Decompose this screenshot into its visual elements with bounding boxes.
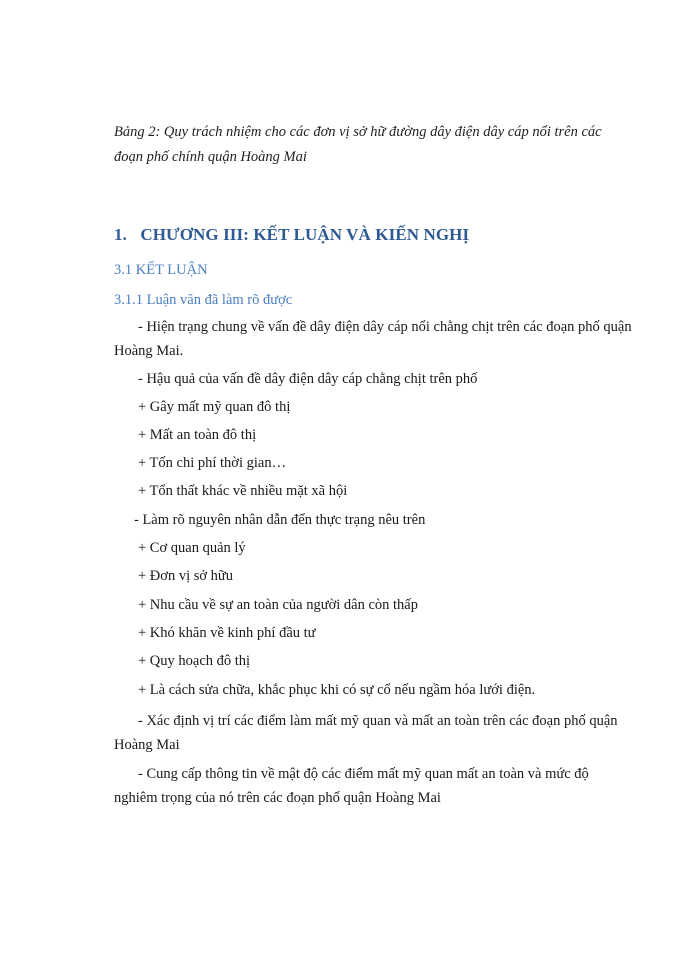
bullet-safety-demand: + Nhu cầu về sự an toàn của người dân còn thấp <box>138 597 418 613</box>
paragraph-consequences: - Hậu quả của vấn đề dây điện dây cáp chằng chịt trên phố <box>138 371 478 387</box>
chapter-title: CHƯƠNG III: KẾT LUẬN VÀ KIẾN NGHỊ <box>140 225 470 244</box>
bullet-management-agency: + Cơ quan quản lý <box>138 540 246 556</box>
subsection-heading: 3.1.1 Luận văn đã làm rõ được <box>114 292 293 308</box>
paragraph-causes: - Làm rõ nguyên nhân dẫn đến thực trạng nêu trên <box>134 512 426 528</box>
bullet-safety-loss: + Mất an toàn đô thị <box>138 427 257 443</box>
chapter-number: 1. <box>114 225 127 244</box>
bullet-owner-unit: + Đơn vị sở hữu <box>138 568 234 584</box>
bullet-aesthetics-loss: + Gây mất mỹ quan đô thị <box>138 399 291 415</box>
paragraph-locate-points: - Xác định vị trí các điểm làm mất mỹ quan và mất an toàn trên các đoạn phố quận Hoàng Mai <box>114 713 618 753</box>
paragraph-current-state: - Hiện trạng chung về vấn đề dây điện dây cáp nổi chằng chịt trên các đoạn phố quận Hoàng Mai. <box>114 319 632 359</box>
bullet-time-cost: + Tốn chi phí thời gian… <box>138 455 287 471</box>
section-heading: 3.1 KẾT LUẬN <box>114 262 208 278</box>
bullet-funding-difficulty: + Khó khăn về kinh phí đầu tư <box>138 625 316 641</box>
paragraph-density-info: - Cung cấp thông tin về mật độ các điểm mất mỹ quan mất an toàn và mức độ nghiêm trọng của nó trên các đoạn phố quận Hoàng Mai <box>114 766 589 806</box>
bullet-social-loss: + Tổn thất khác về nhiều mặt xã hội <box>138 483 348 499</box>
chapter-heading <box>114 225 469 245</box>
bullet-repair-method: + Là cách sửa chữa, khắc phục khi có sự cố nếu ngầm hóa lưới điện. <box>138 682 536 698</box>
table-caption: Bảng 2: Quy trách nhiệm cho các đơn vị sở hữ đường dây điện dây cáp nổi trên các đoạn phố chính quận Hoàng Mai <box>114 124 602 165</box>
bullet-urban-planning: + Quy hoạch đô thị <box>138 653 251 669</box>
